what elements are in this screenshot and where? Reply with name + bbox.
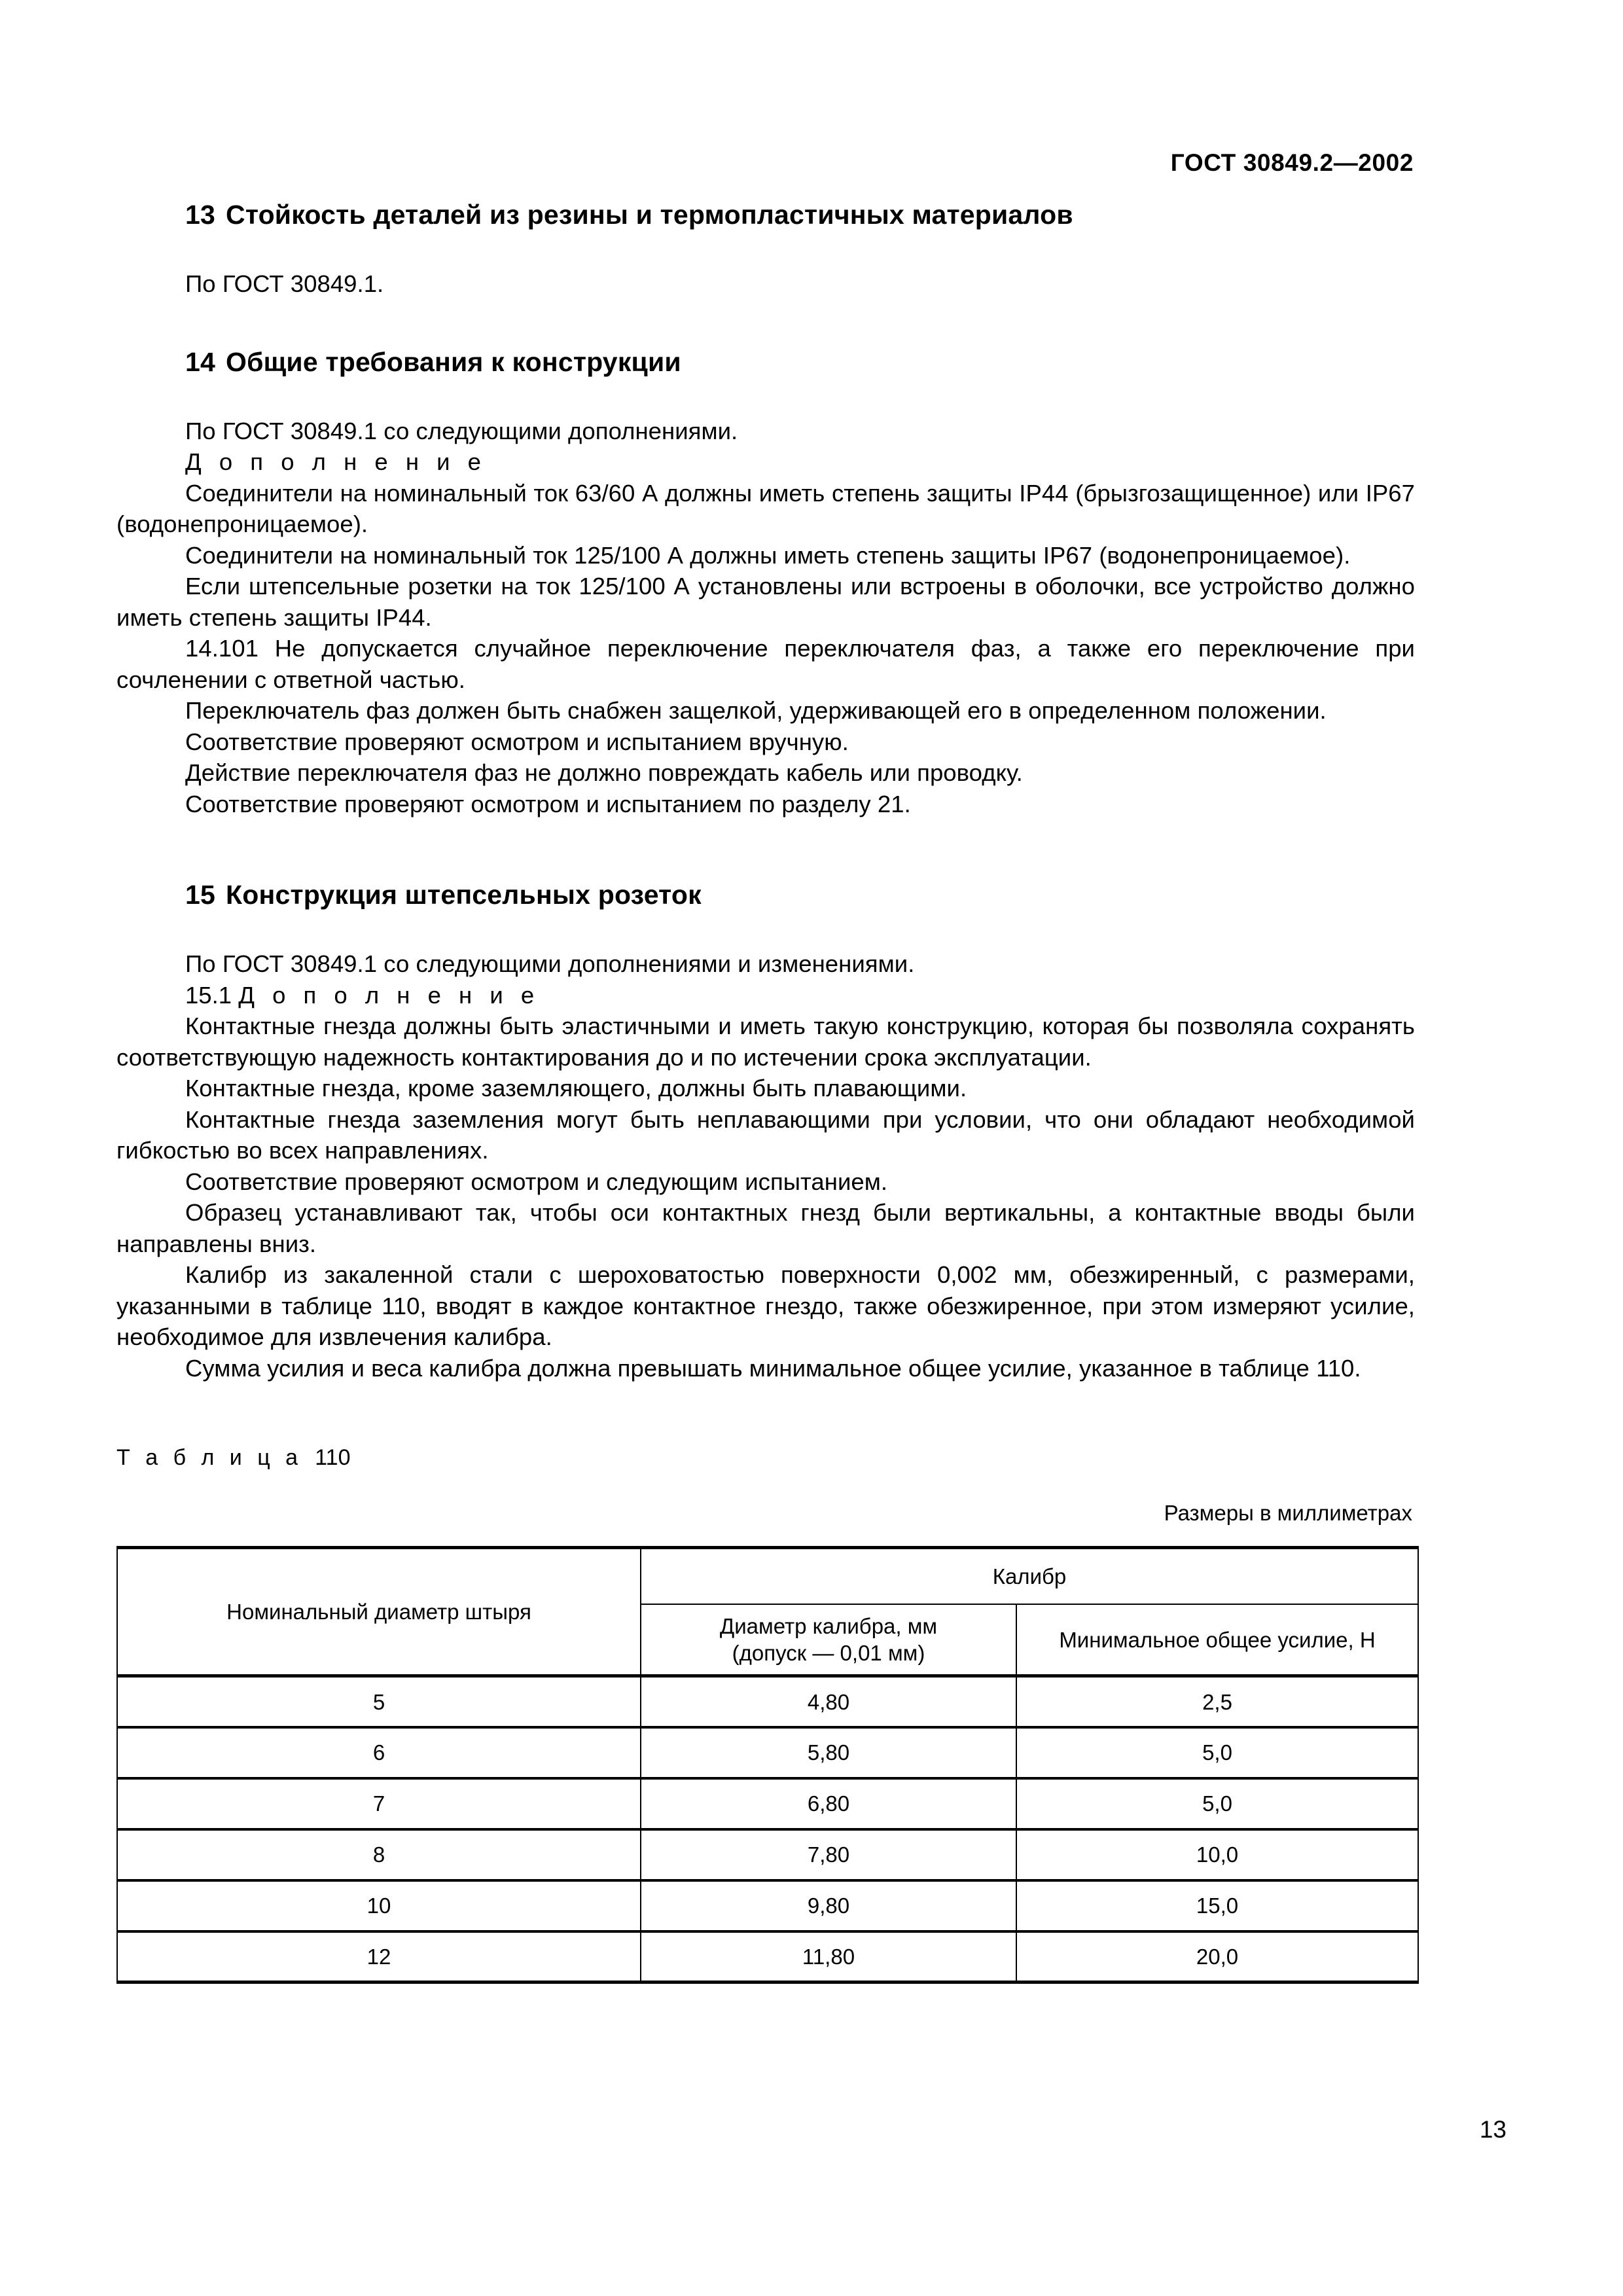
- cell-gauge-diameter: 11,80: [641, 1931, 1016, 1982]
- cell-min-force: 20,0: [1016, 1931, 1418, 1982]
- paragraph-s14-p8: Действие переключателя фаз не должно повреждать кабель или проводку.: [185, 759, 1023, 787]
- table-row: [117, 1727, 1418, 1778]
- label-clause-number-15-1: 15.1: [185, 981, 232, 1009]
- table-caption-number: 110: [315, 1445, 351, 1471]
- cell-gauge-diameter: 6,80: [641, 1778, 1016, 1829]
- label-dopolnenie-15-text: Д о п о л н е н и е: [238, 981, 540, 1009]
- table-header-gauge-diameter-line1: Диаметр калибра, мм: [719, 1614, 938, 1639]
- section-heading-15: [116, 880, 1415, 910]
- paragraph-s15-p2: Контактные гнезда должны быть эластичными и иметь такую конструкцию, которая бы позволяла сохранять соответствующую надежность контактирования до и по истечении срока эксплуатации.: [116, 1013, 1415, 1071]
- cell-nominal-diameter: 5: [117, 1676, 641, 1727]
- table-110: [116, 1546, 1419, 1984]
- cell-min-force: 5,0: [1016, 1727, 1418, 1778]
- cell-gauge-diameter: 4,80: [641, 1676, 1016, 1727]
- table-row: [117, 1829, 1418, 1880]
- paragraph-s15-p3: Контактные гнезда, кроме заземляющего, должны быть плавающими.: [185, 1075, 967, 1102]
- cell-gauge-diameter: 7,80: [641, 1829, 1016, 1880]
- label-dopolnenie-15: [116, 980, 1415, 1011]
- cell-nominal-diameter: 6: [117, 1727, 641, 1778]
- paragraph-s15-p5: Соответствие проверяют осмотром и следующим испытанием.: [185, 1168, 888, 1195]
- cell-nominal-diameter: 10: [117, 1880, 641, 1931]
- section-number-13: 13: [185, 200, 216, 230]
- cell-min-force: 15,0: [1016, 1880, 1418, 1931]
- paragraph-s15-p1: По ГОСТ 30849.1 со следующими дополнениями и изменениями.: [185, 950, 915, 978]
- section-heading-13: [116, 200, 1415, 230]
- table-row: [117, 1931, 1418, 1982]
- table-row: [117, 1676, 1418, 1727]
- paragraph-s14-p4: Если штепсельные розетки на ток 125/100 А установлены или встроены в оболочки, все устройство должно иметь степень защиты IP44.: [116, 573, 1415, 631]
- table-units-note: Размеры в миллиметрах: [1164, 1501, 1412, 1526]
- table-header-gauge-diameter: [641, 1604, 1016, 1676]
- table-header-min-force: Минимальное общее усилие, Н: [1016, 1604, 1418, 1676]
- table-row: [117, 1880, 1418, 1931]
- cell-nominal-diameter: 7: [117, 1778, 641, 1829]
- paragraph-s14-p2: Соединители на номинальный ток 63/60 А должны иметь степень защиты IP44 (брызгозащищенное) или IP67 (водонепроницаемое).: [116, 479, 1415, 538]
- paragraph-s15-p7: Калибр из закаленной стали с шероховатостью поверхности 0,002 мм, обезжиренный, с размерами, указанными в таблице 110, вводят в каждое контактное гнездо, также обезжиренное, при этом измеряют усилие, необходимое для извлечения калибра.: [116, 1261, 1415, 1351]
- table-header-gauge-diameter-line2: (допуск — 0,01 мм): [732, 1641, 925, 1666]
- paragraph-s14-p3: Соединители на номинальный ток 125/100 А должны иметь степень защиты IP67 (водонепроницаемое).: [185, 541, 1351, 569]
- section-number-14: 14: [185, 346, 216, 377]
- table-row: [117, 1778, 1418, 1829]
- table-header-nominal-diameter: Номинальный диаметр штыря: [117, 1548, 641, 1676]
- paragraph-s15-p8: Сумма усилия и веса калибра должна превышать минимальное общее усилие, указанное в таблице 110.: [185, 1354, 1361, 1382]
- section-title-14: Общие требования к конструкции: [226, 346, 681, 377]
- paragraph-s14-p1: По ГОСТ 30849.1 со следующими дополнениями.: [185, 417, 738, 444]
- table-caption: [116, 1444, 1415, 1471]
- cell-min-force: 10,0: [1016, 1829, 1418, 1880]
- section-number-15: 15: [185, 880, 216, 910]
- section-title-15: Конструкция штепсельных розеток: [226, 880, 702, 910]
- table-caption-word: Т а б л и ц а: [116, 1445, 303, 1471]
- paragraph-s15-p4: Контактные гнезда заземления могут быть неплавающими при условии, что они обладают необходимой гибкостью во всех направлениях.: [116, 1105, 1415, 1164]
- table-header-group-gauge: Калибр: [641, 1548, 1418, 1604]
- section-title-13: Стойкость деталей из резины и термопластичных материалов: [226, 200, 1073, 230]
- section-heading-14: [116, 347, 1415, 378]
- page-number: 13: [1479, 2116, 1507, 2143]
- cell-min-force: 2,5: [1016, 1676, 1418, 1727]
- table-header-row-group: [117, 1548, 1418, 1604]
- paragraph-s14-p9: Соответствие проверяют осмотром и испытанием по разделу 21.: [185, 790, 911, 817]
- cell-nominal-diameter: 12: [117, 1931, 641, 1982]
- cell-gauge-diameter: 5,80: [641, 1727, 1016, 1778]
- cell-gauge-diameter: 9,80: [641, 1880, 1016, 1931]
- cell-nominal-diameter: 8: [117, 1829, 641, 1880]
- label-dopolnenie-14: [116, 446, 1415, 478]
- label-dopolnenie-14-text: Д о п о л н е н и е: [185, 448, 487, 476]
- paragraph-s13-p1: По ГОСТ 30849.1.: [185, 270, 384, 298]
- paragraph-s14-p7: Соответствие проверяют осмотром и испытанием вручную.: [185, 728, 849, 755]
- document-body: [116, 200, 1415, 1984]
- paragraph-s14-p5: 14.101 Не допускается случайное переключение переключателя фаз, а также его переключение при сочленении с ответной частью.: [116, 635, 1415, 693]
- paragraph-s15-p6: Образец устанавливают так, чтобы оси контактных гнезд были вертикальны, а контактные вводы были направлены вниз.: [116, 1199, 1415, 1257]
- document-standard-header: ГОСТ 30849.2—2002: [1170, 149, 1414, 176]
- paragraph-s14-p6: Переключатель фаз должен быть снабжен защелкой, удерживающей его в определенном положении.: [185, 697, 1327, 725]
- cell-min-force: 5,0: [1016, 1778, 1418, 1829]
